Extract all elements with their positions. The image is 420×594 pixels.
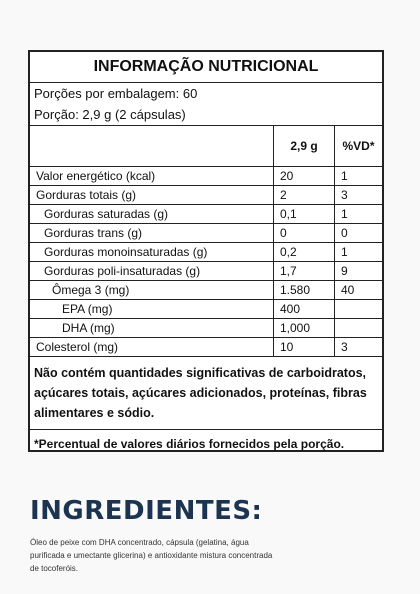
nutrient-dv: 3: [335, 338, 383, 357]
nutrient-amount: 0,2: [274, 243, 335, 262]
nutrient-dv: 1: [335, 205, 383, 224]
nutrient-name: Gorduras poli-insaturadas (g): [30, 262, 274, 281]
label-title: INFORMAÇÃO NUTRICIONAL: [30, 52, 382, 83]
nutrient-dv: 1: [335, 167, 383, 186]
nutrient-amount: 10: [274, 338, 335, 357]
nutrient-amount: 0,1: [274, 205, 335, 224]
header-daily-value: %VD*: [335, 126, 383, 167]
nutrient-dv: 40: [335, 281, 383, 300]
table-row: [30, 186, 382, 205]
table-row: [30, 281, 382, 300]
table-row: [30, 243, 382, 262]
nutrient-dv: 3: [335, 186, 383, 205]
header-amount: 2,9 g: [274, 126, 335, 167]
not-significant-note: Não contém quantidades significativas de carboidratos, açúcares totais, açúcares adicionados, proteínas, fibras alimentares e sódio.: [30, 357, 382, 430]
nutrient-dv: [335, 319, 383, 338]
nutrient-name: DHA (mg): [30, 319, 274, 338]
nutrient-amount: 400: [274, 300, 335, 319]
nutrition-table: [30, 126, 382, 357]
nutrient-name: Valor energético (kcal): [30, 167, 274, 186]
serving-size: Porção: 2,9 g (2 cápsulas): [30, 104, 382, 126]
table-header-row: [30, 126, 382, 167]
ingredients-title: INGREDIENTES:: [30, 496, 263, 526]
nutrient-name: EPA (mg): [30, 300, 274, 319]
nutrient-dv: 0: [335, 224, 383, 243]
servings-per-package: Porções por embalagem: 60: [34, 86, 198, 101]
nutrient-name: Gorduras trans (g): [30, 224, 274, 243]
nutrition-facts-label: [28, 50, 384, 452]
ingredients-text: Óleo de peixe com DHA concentrado, cápsula (gelatina, água purificada e umectante glicerina) e antioxidante mistura concentrada de tocoferóis.: [30, 538, 273, 573]
nutrient-amount: 1,000: [274, 319, 335, 338]
table-row: [30, 338, 382, 357]
nutrient-name: Gorduras totais (g): [30, 186, 274, 205]
table-row: [30, 319, 382, 338]
nutrient-amount: 1,7: [274, 262, 335, 281]
table-row: [30, 262, 382, 281]
table-row: [30, 167, 382, 186]
table-row: [30, 205, 382, 224]
table-row: [30, 300, 382, 319]
nutrient-name: Gorduras monoinsaturadas (g): [30, 243, 274, 262]
nutrient-amount: 2: [274, 186, 335, 205]
nutrient-name: Ômega 3 (mg): [30, 281, 274, 300]
nutrient-amount: 0: [274, 224, 335, 243]
nutrient-dv: 9: [335, 262, 383, 281]
nutrient-dv: [335, 300, 383, 319]
daily-value-footnote: *Percentual de valores diários fornecidos pela porção.: [34, 437, 345, 451]
nutrient-amount: 1.580: [274, 281, 335, 300]
nutrient-amount: 20: [274, 167, 335, 186]
nutrient-name: Colesterol (mg): [30, 338, 274, 357]
table-row: [30, 224, 382, 243]
nutrient-name: Gorduras saturadas (g): [30, 205, 274, 224]
header-empty-cell: [30, 126, 274, 167]
nutrient-dv: 1: [335, 243, 383, 262]
